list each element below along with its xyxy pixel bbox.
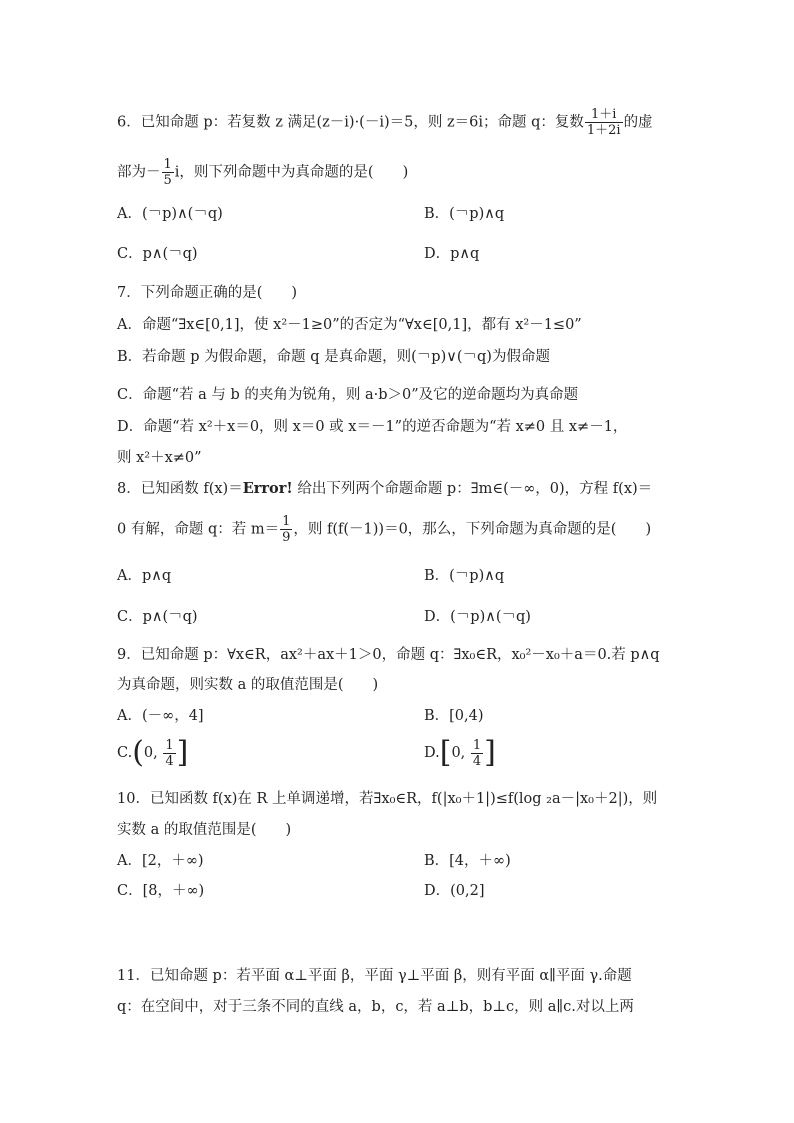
q9-option-a: A．(－∞，4] bbox=[117, 708, 204, 724]
q6-frac2-num: 1 bbox=[163, 157, 172, 172]
q11-stem-line2: q：在空间中，对于三条不同的直线 a，b，c，若 a⊥b，b⊥c，则 a∥c.对以上两 bbox=[117, 999, 634, 1015]
q6-option-b: B．(￢p)∧q bbox=[424, 206, 505, 222]
q9-option-c-fraction bbox=[163, 739, 175, 768]
q10-option-b: B．[4，＋∞) bbox=[424, 853, 511, 869]
q8-option-c: C．p∧(￢q) bbox=[117, 609, 198, 625]
q11-stem-line1: 11．已知命题 p：若平面 α⊥平面 β，平面 γ⊥平面 β，则有平面 α∥平面 γ.命题 bbox=[117, 968, 632, 984]
q8-frac-num: 1 bbox=[282, 514, 291, 529]
q7-option-c: C．命题“若 a 与 b 的夹角为锐角，则 a·b＞0”及它的逆命题均为真命题 bbox=[117, 387, 579, 403]
q6-stem-text-c: 部为－ bbox=[117, 164, 161, 181]
q7-option-a: A．命题“∃x∈[0,1]，使 x²－1≥0”的否定为“∀x∈[0,1]，都有 x²－1≤0” bbox=[117, 317, 582, 333]
q10-option-d: D．(0,2] bbox=[424, 883, 485, 899]
q10-stem-line2: 实数 a 的取值范围是( ) bbox=[117, 822, 292, 838]
q7-stem: 7．下列命题正确的是( ) bbox=[117, 285, 298, 301]
q9-option-d-label: D. bbox=[424, 745, 440, 761]
q9-option-d-right-bracket: ] bbox=[484, 735, 496, 770]
q9-c-frac-num: 1 bbox=[165, 737, 174, 753]
q8-stem-line2 bbox=[117, 515, 651, 544]
q9-d-frac-num: 1 bbox=[472, 737, 482, 753]
q6-frac2-den: 5 bbox=[163, 173, 172, 188]
q6-stem-text-b: 的虚 bbox=[623, 114, 653, 131]
q8-option-d: D．(￢p)∧(￢q) bbox=[424, 609, 531, 625]
q10-option-a: A．[2，＋∞) bbox=[117, 853, 204, 869]
q8-stem-text-d: ，则 f(f(－1))＝0，那么，下列命题为真命题的是( ) bbox=[293, 521, 652, 538]
q8-stem-text-c: 0 有解，命题 q：若 m＝ bbox=[117, 521, 280, 538]
q8-error-text: Error! bbox=[242, 480, 293, 497]
q6-stem-text-d: i，则下列命题中为真命题的是( ) bbox=[174, 164, 409, 181]
q9-stem-line2: 为真命题，则实数 a 的取值范围是( ) bbox=[117, 677, 379, 693]
q8-stem-text-b: 给出下列两个命题命题 p：∃m∈(－∞，0)，方程 f(x)＝ bbox=[292, 481, 653, 497]
q9-option-c-left-bracket: ( bbox=[132, 735, 144, 770]
q9-option-c bbox=[117, 735, 189, 770]
q6-option-a: A．(￢p)∧(￢q) bbox=[117, 206, 223, 222]
q6-stem-line1 bbox=[117, 108, 653, 137]
q7-option-d-line1: D．命题“若 x²＋x＝0，则 x＝0 或 x＝－1”的逆否命题为“若 x≠0 且 x≠－1， bbox=[117, 419, 628, 435]
q6-stem-line2 bbox=[117, 158, 408, 187]
q9-d-frac-den: 4 bbox=[472, 753, 482, 769]
q10-option-c: C．[8，＋∞) bbox=[117, 883, 205, 899]
q8-fraction bbox=[280, 515, 292, 544]
q8-stem-text-a: 8．已知函数 f(x)＝ bbox=[117, 481, 243, 497]
q7-option-d-line2: 则 x²＋x≠0” bbox=[117, 450, 202, 466]
q8-option-b: B．(￢p)∧q bbox=[424, 568, 505, 584]
q8-frac-den: 9 bbox=[282, 530, 291, 545]
q9-option-d-fraction bbox=[471, 739, 483, 768]
q9-option-c-label: C. bbox=[117, 745, 133, 761]
q9-stem-line1: 9．已知命题 p：∀x∈R，ax²＋ax＋1＞0，命题 q：∃x₀∈R，x₀²－x₀＋a＝0.若 p∧q bbox=[117, 647, 660, 663]
q7-option-b: B．若命题 p 为假命题，命题 q 是真命题，则(￢p)∨(￢q)为假命题 bbox=[117, 349, 550, 365]
q8-stem-line1 bbox=[117, 482, 652, 497]
q6-stem-text-a: 6．已知命题 p：若复数 z 满足(z－i)·(－i)＝5，则 z＝6i；命题 q：复数 bbox=[117, 114, 584, 131]
q9-option-d-start: 0, bbox=[451, 745, 466, 761]
q8-option-a: A．p∧q bbox=[117, 568, 172, 584]
q6-fraction-2 bbox=[162, 158, 174, 187]
q9-option-b: B．[0,4) bbox=[424, 708, 484, 724]
q9-option-d bbox=[424, 735, 496, 770]
q9-option-c-right-bracket: ] bbox=[176, 735, 189, 770]
q10-stem-line1: 10．已知函数 f(x)在 R 上单调递增，若∃x₀∈R，f(|x₀＋1|)≤f(log ₂a－|x₀＋2|)，则 bbox=[117, 791, 658, 807]
q9-option-d-left-bracket: [ bbox=[439, 735, 452, 770]
q9-option-c-start: 0, bbox=[143, 745, 158, 761]
q6-frac-num: 1＋i bbox=[585, 108, 623, 123]
q6-option-d: D．p∧q bbox=[424, 246, 480, 262]
q9-c-frac-den: 4 bbox=[165, 753, 174, 769]
q6-fraction bbox=[585, 108, 623, 137]
q6-option-c: C．p∧(￢q) bbox=[117, 246, 198, 262]
q6-frac-den: 1＋2i bbox=[586, 123, 621, 138]
